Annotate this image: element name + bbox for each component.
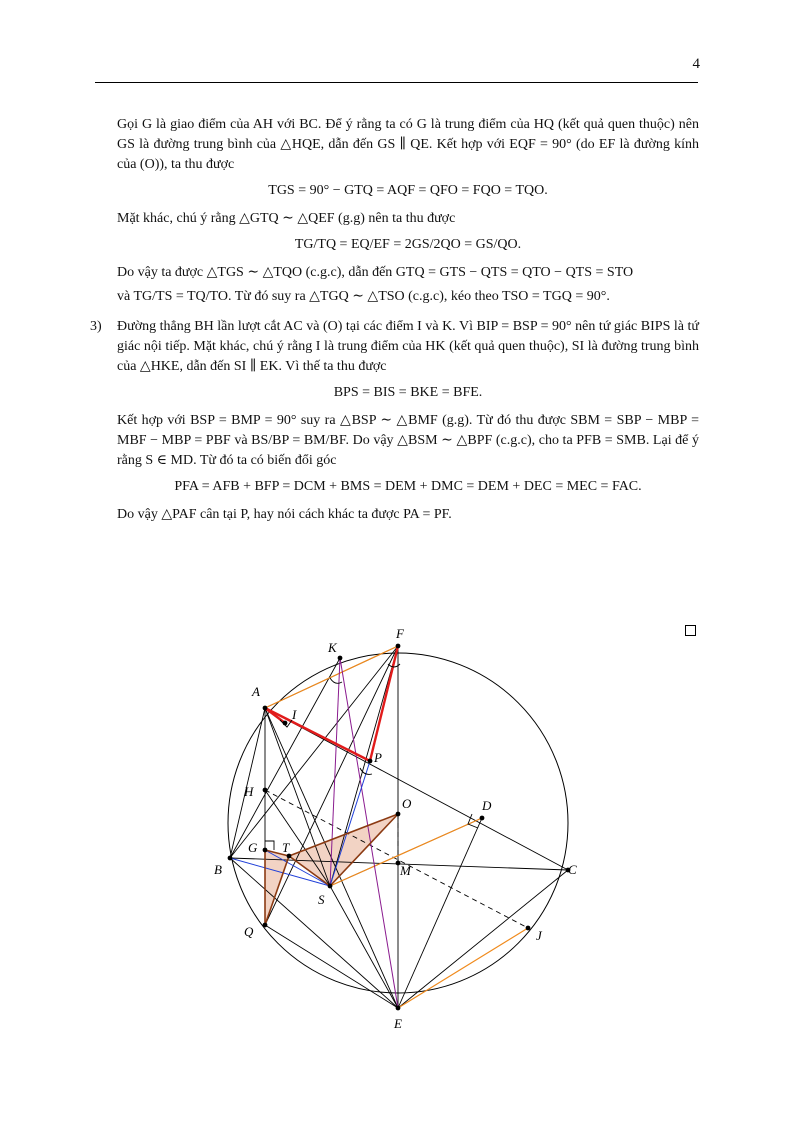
- item3-paragraph-2: Kết hợp với BSP = BMP = 90° suy ra △BSP ∼ △BMF (g.g). Từ đó thu được SBM = SBP − MBP = MBF − MBP = PBF và BS/BP = BM/BF. Do vậy △BSM ∼ △BPF (c.g.c), cho ta PFB = SMB. Lại để ý rằng S ∈ MD. Từ đó ta có biến đổi góc: [117, 413, 699, 468]
- blue-sp: [330, 761, 370, 886]
- point-i: [283, 721, 288, 726]
- line-bk: [230, 658, 340, 858]
- label-q: Q: [244, 924, 254, 939]
- angle-arc-k: [330, 678, 342, 683]
- line-be: [230, 858, 398, 1008]
- point-g: [263, 848, 268, 853]
- red-ap: [265, 708, 370, 761]
- orange-af: [265, 646, 398, 708]
- label-o: O: [402, 796, 412, 811]
- orange-ej: [398, 928, 528, 1008]
- item-number: 3): [90, 319, 102, 334]
- point-q: [263, 923, 268, 928]
- point-d: [480, 816, 485, 821]
- label-c: C: [568, 862, 577, 877]
- line-ce: [398, 870, 568, 1008]
- paragraph-3b: và TG/TS = TQ/TO. Từ đó suy ra △TGQ ∼ △TSO (c.g.c), kéo theo TSO = TGQ = 90°.: [117, 289, 610, 304]
- line-ac: [265, 708, 568, 870]
- item3-paragraph-1: Đường thẳng BH lần lượt cắt AC và (O) tại các điểm I và K. Vì BIP = BSP = 90° nên tứ giác BIPS là tứ giác nội tiếp. Mặt khác, chú ý rằng I là trung điểm của HK (kết quả quen thuộc), SI là đường trung bình của △HKE, dẫn đến SI ∥ EK. Vì thế ta thu được: [117, 319, 699, 374]
- geometry-figure: [210, 626, 590, 1031]
- equation-1: TGS = 90° − GTQ = AQF = QFO = FQO = TQO.: [268, 183, 548, 198]
- header-rule: [95, 82, 698, 83]
- label-m: M: [400, 863, 411, 878]
- equation-2: TG/TQ = EQ/EF = 2GS/2QO = GS/QO.: [294, 237, 522, 252]
- label-h: H: [244, 784, 254, 799]
- point-k: [338, 656, 343, 661]
- paragraph-3a: Do vậy ta được △TGS ∼ △TQO (c.g.c), dẫn đến GTQ = GTS − QTS = QTO − QTS = STO: [117, 265, 634, 280]
- label-p: P: [374, 750, 382, 765]
- page-content: [90, 115, 699, 529]
- label-s: S: [318, 892, 325, 907]
- label-b: B: [214, 862, 222, 877]
- equation-4: PFA = AFB + BFP = DCM + BMS = DEM + DMC = DEM + DEC = MEC = FAC.: [174, 479, 642, 494]
- page-number: 4: [692, 56, 700, 72]
- point-p: [368, 759, 373, 764]
- qed-box: [685, 625, 696, 636]
- point-s: [328, 884, 333, 889]
- list-item-3: [90, 317, 699, 525]
- point-j: [526, 926, 531, 931]
- label-e: E: [394, 1016, 402, 1031]
- equation-3: BPS = BIS = BKE = BFE.: [333, 385, 483, 400]
- line-qe: [265, 925, 398, 1008]
- label-i: I: [292, 707, 297, 722]
- point-a: [263, 706, 268, 711]
- label-d: D: [482, 798, 492, 813]
- point-f: [396, 644, 401, 649]
- label-f: F: [396, 626, 404, 641]
- paragraph-1: Gọi G là giao điểm của AH với BC. Để ý rằng ta có G là trung điểm của HQ (kết quả quen thuộc) nên GS là đường trung bình của △HQE, dẫn đến GS ∥ QE. Kết hợp với EQF = 90° (do EF là đường kính của (O)), ta thu được: [117, 117, 699, 172]
- paragraph-2: Mặt khác, chú ý rằng △GTQ ∼ △QEF (g.g) nên ta thu được: [117, 211, 456, 226]
- point-e: [396, 1006, 401, 1011]
- label-j: J: [536, 928, 542, 943]
- label-g: G: [248, 840, 258, 855]
- item3-paragraph-3: Do vậy △PAF cân tại P, hay nói cách khác ta được PA = PF.: [117, 507, 452, 522]
- line-de: [398, 818, 482, 1008]
- label-k: K: [328, 640, 337, 655]
- point-h: [263, 788, 268, 793]
- point-o: [396, 812, 401, 817]
- label-t: T: [282, 840, 290, 855]
- point-b: [228, 856, 233, 861]
- label-a: A: [252, 684, 260, 699]
